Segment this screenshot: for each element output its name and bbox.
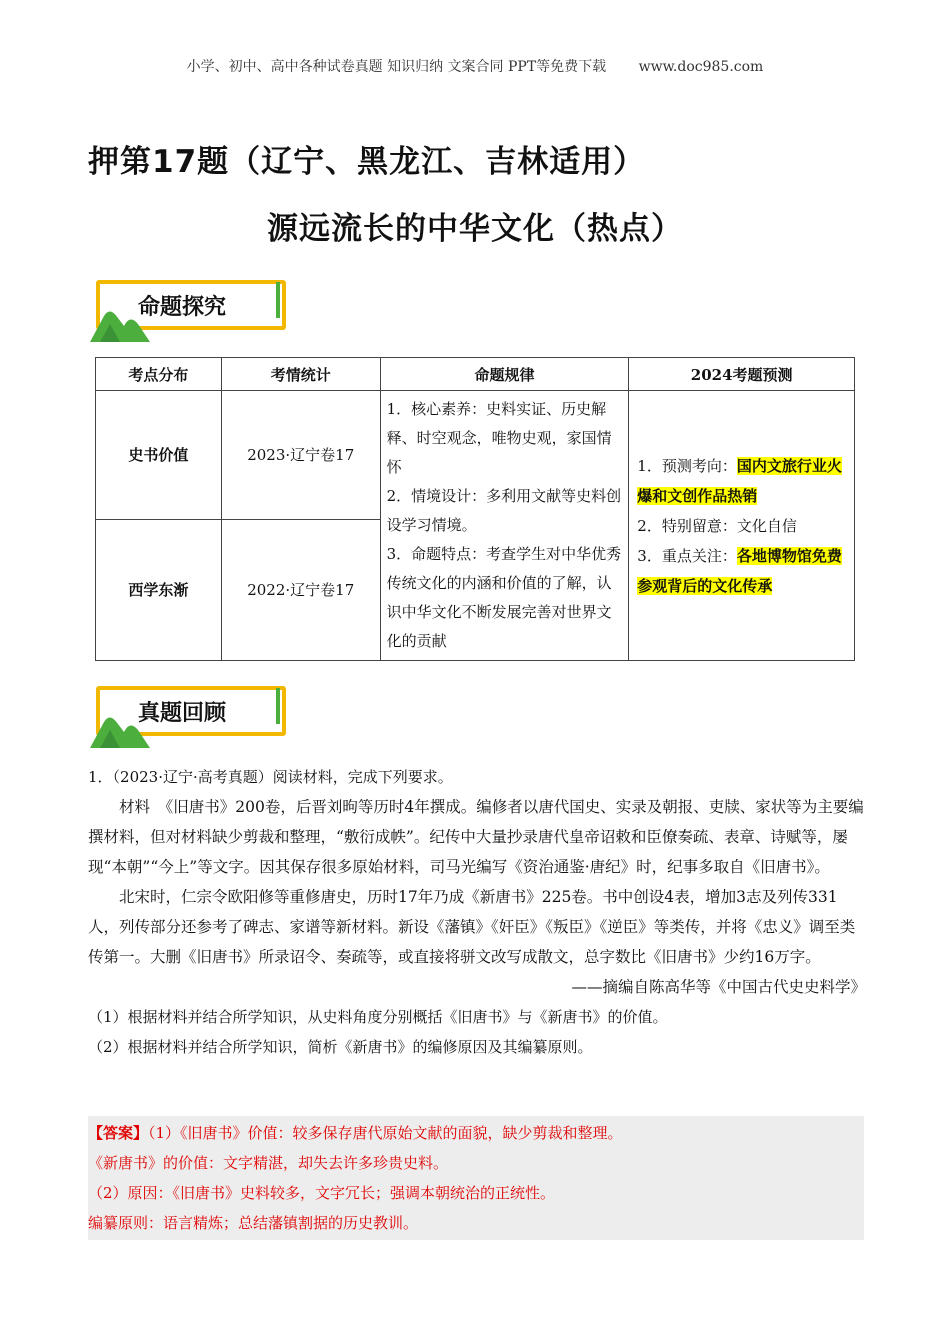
header-url[interactable]: www.doc985.com <box>638 59 764 75</box>
page-title: 押第17题（辽宁、黑龙江、吉林适用） <box>88 144 646 180</box>
answer-block <box>88 1116 864 1240</box>
rule-item: 3．命题特点：考查学生对中华优秀传统文化的内涵和价值的了解，认识中华文化不断发展完善对世界文化的贡献 <box>386 545 622 650</box>
table-header: 考点分布 <box>96 358 222 391</box>
table-header: 2024考题预测 <box>629 358 855 391</box>
stat-cell: 2022·辽宁卷17 <box>221 519 380 660</box>
question-intro: 1．（2023·辽宁·高考真题）阅读材料，完成下列要求。 <box>88 768 453 786</box>
table-header: 考情统计 <box>221 358 380 391</box>
page-subtitle: 源远流长的中华文化（热点） <box>267 211 683 247</box>
section-badge-explore <box>90 280 300 342</box>
answer-tag: 【答案】 <box>88 1124 149 1142</box>
material-paragraph: 材料 《旧唐书》200卷，后晋刘昫等历时4年撰成。编修者以唐代国史、实录及朝报、吏牍、家状等为主要编撰材料，但对材料缺少剪裁和整理，“敷衍成帙”。纪传中大量抄录唐代皇帝诏敕和臣僚奏疏、表章、诗赋等，屡现“本朝”“今上”等文字。因其保存很多原始材料，司马光编写《资治通鉴·唐纪》时，纪事多取自《旧唐书》。 <box>88 798 864 876</box>
prediction-highlight: 国内文旅行业火爆和文创作品热销 <box>637 456 842 505</box>
sub-question: （1）根据材料并结合所学知识，从史料角度分别概括《旧唐书》与《新唐书》的价值。 <box>88 1008 668 1026</box>
question-block <box>88 762 866 1062</box>
exam-analysis-table <box>95 357 855 661</box>
page-header <box>0 56 950 76</box>
section-label-review: 真题回顾 <box>138 701 227 726</box>
category-cell: 史书价值 <box>96 391 222 520</box>
section-badge-review <box>90 686 300 748</box>
prediction-item: 1．预测考向：国内文旅行业火爆和文创作品热销 <box>637 456 842 505</box>
table-row <box>96 391 855 520</box>
badge-accent-bar <box>276 688 280 724</box>
stat-cell: 2023·辽宁卷17 <box>221 391 380 520</box>
prediction-cell <box>629 391 855 661</box>
material-source: ——摘编自陈高华等《中国古代史史料学》 <box>571 978 866 996</box>
answer-line: 《新唐书》的价值：文字精湛，却失去许多珍贵史料。 <box>88 1154 449 1172</box>
rule-item: 2．情境设计：多利用文献等史料创设学习情境。 <box>386 487 622 534</box>
prediction-item: 3．重点关注：各地博物馆免费参观背后的文化传承 <box>637 546 842 595</box>
answer-line: 【答案】（1）《旧唐书》价值：较多保存唐代原始文献的面貌，缺少剪裁和整理。 <box>88 1124 623 1142</box>
material-paragraph: 北宋时，仁宗令欧阳修等重修唐史，历时17年乃成《新唐书》225卷。书中创设4表，增加3志及列传331人，列传部分还参考了碑志、家谱等新材料。新设《藩镇》《奸臣》《叛臣》《逆臣》等类传，并将《忠义》调至类传第一。大删《旧唐书》所录诏令、奏疏等，或直接将骈文改写成散文，总字数比《旧唐书》少约16万字。 <box>88 888 856 966</box>
sub-question: （2）根据材料并结合所学知识，简析《新唐书》的编修原因及其编纂原则。 <box>88 1038 593 1056</box>
prediction-highlight: 各地博物馆免费参观背后的文化传承 <box>637 546 842 595</box>
table-header-row <box>96 358 855 391</box>
rule-item: 1．核心素养：史料实证、历史解释、时空观念，唯物史观，家国情怀 <box>386 400 612 476</box>
rules-cell <box>380 391 629 661</box>
table-header: 命题规律 <box>380 358 629 391</box>
category-cell: 西学东渐 <box>96 519 222 660</box>
prediction-item: 2．特别留意：文化自信 <box>637 516 797 535</box>
section-label-explore: 命题探究 <box>138 295 227 320</box>
header-text: 小学、初中、高中各种试卷真题 知识归纳 文案合同 PPT等免费下载 <box>186 59 607 75</box>
answer-line: 编纂原则：语言精炼；总结藩镇割据的历史教训。 <box>88 1214 419 1232</box>
badge-accent-bar <box>276 282 280 318</box>
answer-line: （2）原因：《旧唐书》史料较多，文字冗长；强调本朝统治的正统性。 <box>88 1184 556 1202</box>
